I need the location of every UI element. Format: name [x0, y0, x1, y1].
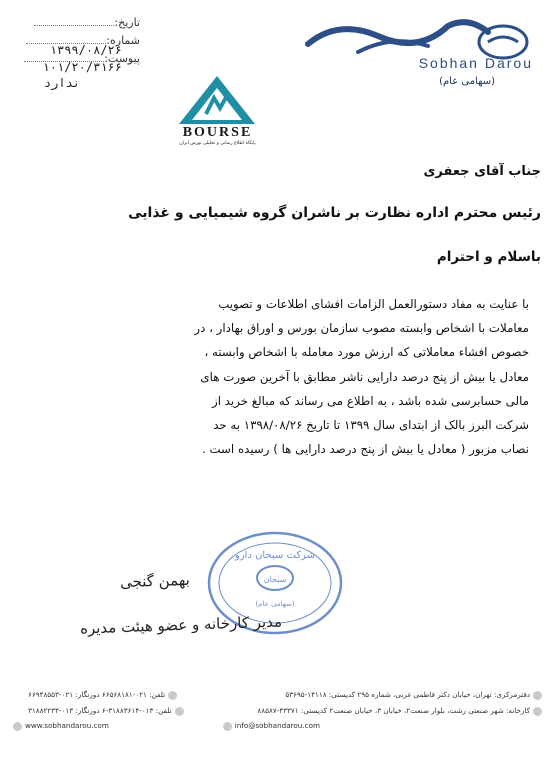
company-type: (سهامی عام): [439, 76, 495, 87]
mail-icon: [223, 722, 232, 731]
body-line: شرکت البرز بالک از ابتدای سال ۱۳۹۹ تا تاریخ ۱۳۹۸/۰۸/۲۶ به حد: [213, 418, 529, 433]
number-line: [10, 32, 140, 57]
attachment-value-line: [10, 68, 140, 90]
number-label: شماره:: [106, 34, 140, 47]
company-name-en: Sobhan Darou: [418, 55, 533, 71]
attachment-line: [10, 50, 140, 74]
footer-email[interactable]: info@sobhandarou.com: [220, 721, 320, 731]
body-line: مالی حسابرسی شده باشد ، به اطلاع می رساند که مبالغ خرید از: [212, 393, 529, 408]
footer-office-phone: تلفن: ۰۲۱-۶۶۵۶۸۱۸۱ دورنگار: ۰۲۱-۶۶۹۴۸۵۵۳: [28, 690, 180, 700]
letter-meta: [10, 14, 140, 90]
stamp-type: (سهامی عام): [255, 600, 295, 608]
bourse-name: BOURSE: [182, 125, 253, 140]
footer-office-address: دفترمرکزی: تهران، خیابان دکتر فاطمی غربی، شماره ۲۹۵ کدپستی: ۱۴۱۱۸-۵۳۶۹۵: [285, 690, 545, 700]
date-value: ۱۳۹۹/۰۸/۲۶: [49, 43, 122, 57]
company-logo: [298, 14, 533, 94]
signatory-title: مدیر کارخانه و عضو هیئت مدیره: [79, 612, 283, 638]
body-line: نصاب مزبور ( معادل یا بیش از پنج درصد دارایی ها ) رسیده است .: [201, 442, 529, 457]
location-icon: [533, 691, 542, 700]
number-value: ۱۰۱/۲۰/۳۱۶۶: [42, 60, 122, 74]
bourse-subtitle: پایگاه اطلاع رسانی و تحلیلی بورس ایران: [179, 141, 256, 146]
stamp-text: شرکت سبحان دارو: [235, 550, 315, 561]
date-label: تاریخ:: [114, 16, 140, 29]
bourse-logo-icon: [170, 74, 265, 126]
stamp-inner: سبحان: [263, 575, 287, 584]
signatory-name: بهمن گنجی: [119, 570, 191, 592]
footer-website[interactable]: www.sobhandarou.com: [10, 721, 109, 731]
footer-factory-address: کارخانه: شهر صنعتی رشت، بلوار صنعت۲، خیابان ۳، خیابان صنعت۲ کدپستی: ۴۳۳۷۱-۸۸۵۸۷: [257, 706, 545, 716]
body-line: خصوص افشاء معاملاتی که ارزش مورد معامله با اشخاص وابسته ،: [204, 345, 529, 360]
attachment-label: پیوست:: [104, 52, 140, 65]
greeting: باسلام و احترام: [436, 249, 541, 265]
attachment-value: ندارد: [43, 76, 80, 90]
location-icon: [533, 707, 542, 716]
globe-icon: [13, 722, 22, 731]
body-line: با عنایت به مفاد دستورالعمل الزامات افشای اطلاعات و تصویب: [218, 297, 529, 311]
addressee: جناب آقای جعفری: [423, 164, 541, 179]
phone-icon: [175, 707, 184, 716]
body-line: معاملات با اشخاص وابسته مصوب سازمان بورس و اوراق بهادار ، در: [194, 321, 529, 336]
date-line: [10, 14, 140, 32]
body-line: معادل یا بیش از پنج درصد دارایی ناشر مطابق با آخرین صورت های: [200, 369, 529, 384]
footer-factory-phone: تلفن: ۰۱۳-۳۱۸۸۳۶۱۴-۶ دورنگار: ۰۱۳-۳۱۸۸۲۲۳۴: [28, 706, 187, 716]
letter-body: [24, 292, 529, 461]
phone-icon: [168, 691, 177, 700]
addressee-position: رئیس محترم اداره نظارت بر ناشران گروه شیمیایی و غذایی: [128, 205, 541, 221]
